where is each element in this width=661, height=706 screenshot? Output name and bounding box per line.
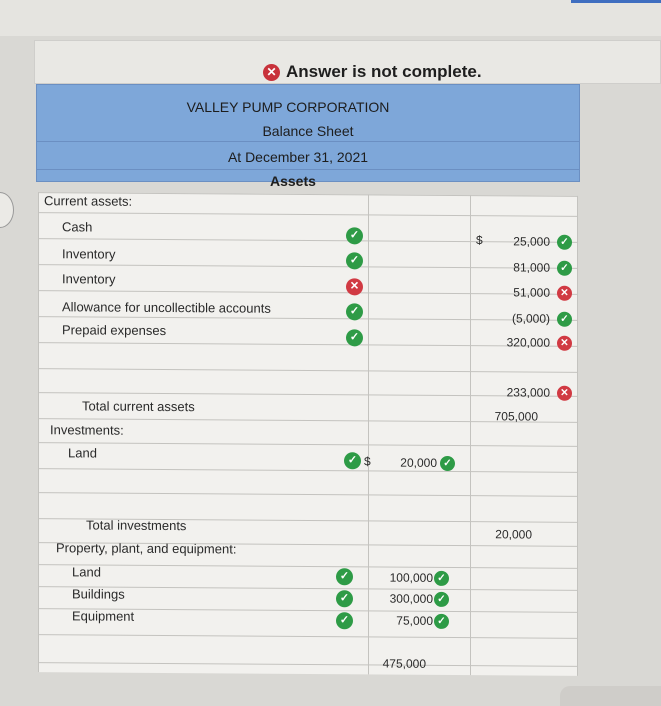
amount-cell[interactable]: 233,000 bbox=[506, 385, 550, 400]
label-cell[interactable]: Cash bbox=[62, 219, 93, 235]
x-circle-icon: ✕ bbox=[557, 386, 572, 401]
check-circle-icon: ✓ bbox=[557, 235, 572, 250]
x-circle-icon: ✕ bbox=[557, 286, 572, 301]
statement-date: At December 31, 2021 bbox=[227, 149, 369, 165]
check-circle-icon: ✓ bbox=[344, 452, 361, 469]
investments-heading: Investments: bbox=[50, 422, 124, 438]
check-circle-icon: ✓ bbox=[336, 612, 353, 629]
browser-top-area bbox=[0, 0, 661, 36]
header-divider bbox=[37, 169, 579, 170]
check-circle-icon: ✓ bbox=[434, 571, 449, 586]
check-circle-icon: ✓ bbox=[346, 227, 363, 244]
amount-cell[interactable]: 51,000 bbox=[513, 285, 550, 300]
label-cell[interactable]: Buildings bbox=[72, 586, 125, 602]
check-circle-icon: ✓ bbox=[336, 590, 353, 607]
check-circle-icon: ✓ bbox=[557, 261, 572, 276]
total-investments-label: Total investments bbox=[86, 517, 187, 534]
label-cell[interactable]: Inventory bbox=[62, 246, 116, 262]
current-assets-heading: Current assets: bbox=[44, 193, 133, 209]
label-cell[interactable]: Land bbox=[68, 445, 97, 461]
dollar-sign: $ bbox=[476, 233, 483, 248]
company-name: VALLEY PUMP CORPORATION bbox=[186, 99, 390, 115]
check-circle-icon: ✓ bbox=[434, 614, 449, 629]
page-corner-shadow bbox=[560, 686, 661, 706]
check-circle-icon: ✓ bbox=[434, 592, 449, 607]
amount-cell[interactable]: 100,000 bbox=[389, 570, 433, 585]
check-circle-icon: ✓ bbox=[346, 303, 363, 320]
x-circle-icon: ✕ bbox=[263, 64, 280, 81]
ppe-subtotal-amount[interactable]: 475,000 bbox=[382, 656, 426, 671]
check-circle-icon: ✓ bbox=[346, 252, 363, 269]
check-circle-icon: ✓ bbox=[346, 329, 363, 346]
label-cell[interactable]: Prepaid expenses bbox=[62, 322, 167, 339]
window-accent-line bbox=[571, 0, 661, 3]
dollar-sign: $ bbox=[364, 454, 371, 469]
side-toggle-handle[interactable] bbox=[0, 192, 14, 228]
amount-cell[interactable]: 20,000 bbox=[400, 455, 437, 470]
statement-header bbox=[36, 84, 580, 182]
amount-cell[interactable]: 25,000 bbox=[513, 234, 550, 249]
total-current-assets-label: Total current assets bbox=[82, 398, 195, 415]
answer-status-text: Answer is not complete. bbox=[286, 62, 482, 81]
label-cell[interactable]: Inventory bbox=[62, 271, 116, 287]
answer-status bbox=[263, 62, 482, 82]
x-circle-icon: ✕ bbox=[557, 336, 572, 351]
amount-cell[interactable]: 75,000 bbox=[396, 613, 433, 628]
label-cell[interactable]: Land bbox=[72, 564, 101, 580]
statement-name: Balance Sheet bbox=[262, 123, 354, 139]
balance-sheet-table bbox=[38, 192, 578, 676]
amount-cell[interactable]: 320,000 bbox=[506, 335, 550, 350]
x-circle-icon: ✕ bbox=[346, 278, 363, 295]
section-title-assets: Assets bbox=[270, 173, 316, 189]
label-cell[interactable]: Allowance for uncollectible accounts bbox=[62, 299, 271, 316]
total-current-assets-amount[interactable]: 705,000 bbox=[494, 409, 538, 424]
total-investments-amount[interactable]: 20,000 bbox=[495, 527, 532, 542]
amount-cell[interactable]: (5,000) bbox=[511, 311, 550, 326]
check-circle-icon: ✓ bbox=[440, 456, 455, 471]
amount-cell[interactable]: 81,000 bbox=[513, 260, 550, 275]
label-cell[interactable]: Equipment bbox=[72, 608, 135, 624]
header-divider bbox=[37, 141, 579, 142]
amount-cell[interactable]: 300,000 bbox=[389, 591, 433, 606]
check-circle-icon: ✓ bbox=[557, 312, 572, 327]
check-circle-icon: ✓ bbox=[336, 568, 353, 585]
ppe-heading: Property, plant, and equipment: bbox=[56, 540, 237, 557]
